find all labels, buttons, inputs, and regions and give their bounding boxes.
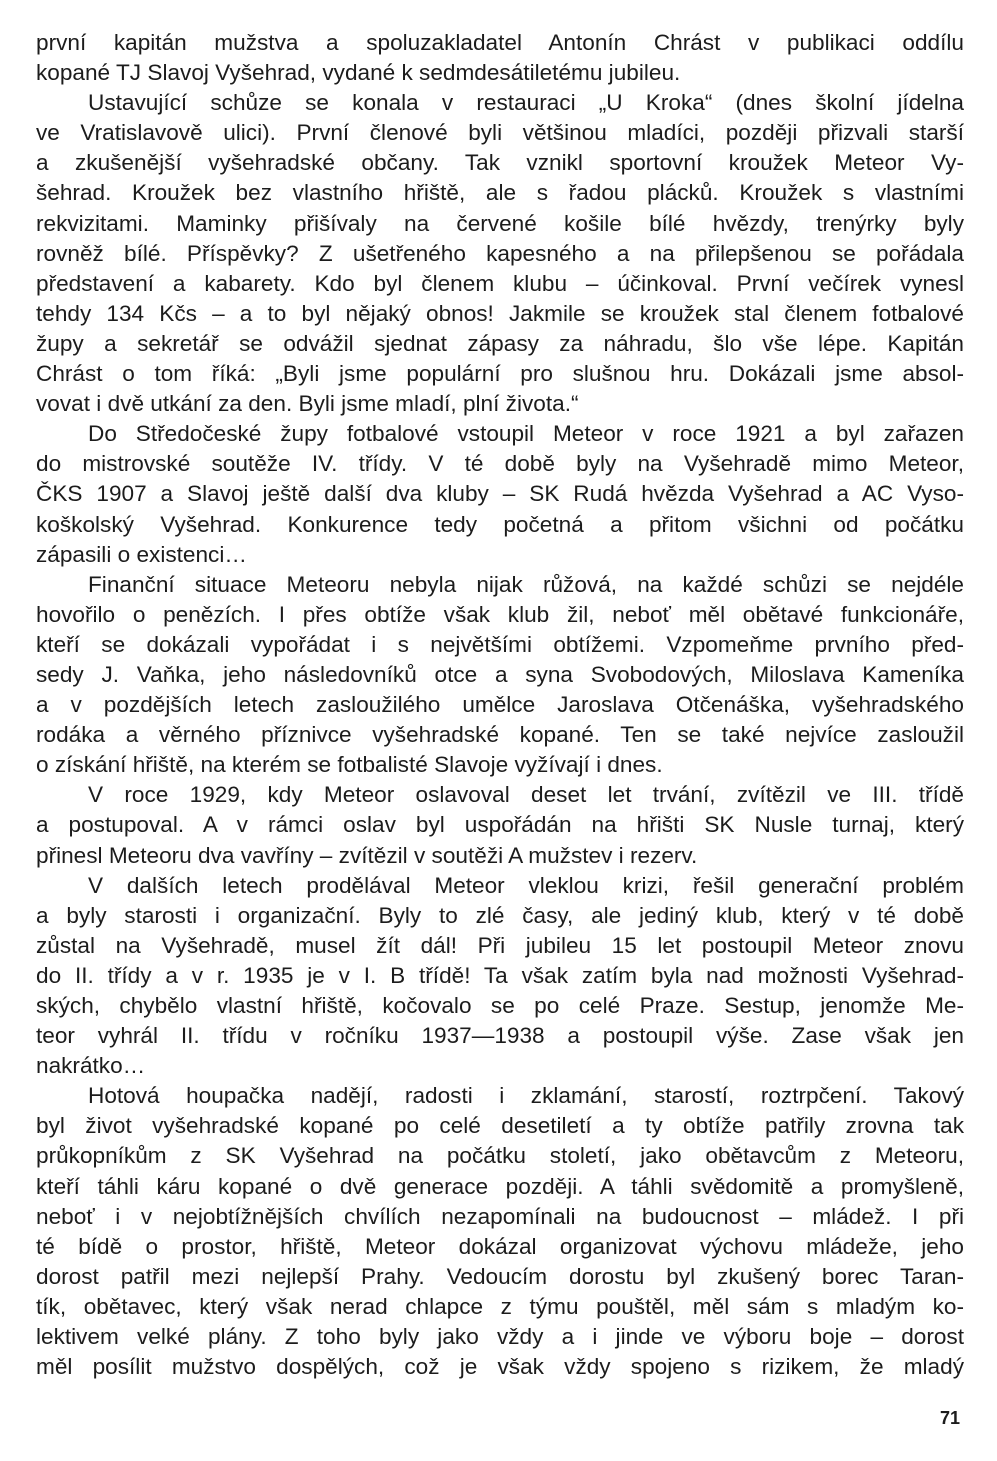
text-line: kteří táhli káru kopané o dvě generace později. A táhli svědomitě a promyšleně,: [36, 1173, 964, 1199]
paragraph: [36, 88, 964, 419]
text-line: tík, obětavec, který však nerad chlapce z týmu pouštěl, měl sám s mladým ko-: [36, 1293, 964, 1319]
text-line: Do Středočeské župy fotbalové vstoupil Meteor v roce 1921 a byl zařazen: [88, 421, 964, 447]
text-line: byl život vyšehradské kopané po celé desetiletí a ty obtíže patřily zrovna tak: [36, 1113, 964, 1139]
text-line: o získání hřiště, na kterém se fotbalisté Slavoje vyžívají i dnes.: [36, 752, 663, 778]
text-line: koškolský Vyšehrad. Konkurence tedy početná a přitom všichni od počátku: [36, 511, 964, 537]
text-line: teor vyhrál II. třídu v ročníku 1937—1938 a postoupil výše. Zase však jen: [36, 1023, 964, 1049]
text-line: ČKS 1907 a Slavoj ještě další dva kluby – SK Rudá hvězda Vyšehrad a AC Vyso-: [36, 481, 964, 507]
text-line: rodáka a věrného příznivce vyšehradské kopané. Ten se také nejvíce zasloužil: [36, 722, 964, 748]
text-line: přinesl Meteoru dva vavříny – zvítězil v soutěži A mužstev i rezerv.: [36, 842, 698, 868]
text-line: ve Vratislavově ulici). První členové byli většinou mladíci, později přizvali starší: [36, 120, 964, 146]
text-line: a zkušenější vyšehradské občany. Tak vznikl sportovní kroužek Meteor Vy-: [36, 150, 964, 176]
text-line: zápasili o existenci…: [36, 541, 247, 567]
paragraph: [36, 1081, 964, 1382]
text-line: nakrátko…: [36, 1053, 146, 1079]
paragraph: [36, 780, 964, 870]
text-line: dorost patřil mezi nejlepší Prahy. Vedoucím dorostu byl zkušený borec Taran-: [36, 1263, 964, 1289]
text-line: měl posílit mužstvo dospělých, což je však vždy spojeno s rizikem, že mladý: [36, 1354, 964, 1380]
text-line: a postupoval. A v rámci oslav byl uspořádán na hřišti SK Nusle turnaj, který: [36, 812, 964, 838]
page-number: 71: [940, 1408, 961, 1428]
paragraph: [36, 570, 964, 781]
text-line: župy a sekretář se odvážil sjednat zápasy za náhradu, šlo vše lépe. Kapitán: [36, 330, 964, 356]
text-line: první kapitán mužstva a spoluzakladatel Antonín Chrást v publikaci oddílu: [36, 30, 964, 55]
text-line: té bídě o prostor, hřiště, Meteor dokázal organizovat výchovu mládeže, jeho: [36, 1233, 964, 1259]
text-line: do II. třídy a v r. 1935 je v I. B třídě! Ta však zatím byla nad možnosti Vyšehrad-: [36, 962, 964, 988]
text-line: V roce 1929, kdy Meteor oslavoval deset let trvání, zvítězil ve III. třídě: [88, 782, 964, 808]
text-line: V dalších letech prodělával Meteor vleklou krizi, řešil generační problém: [88, 872, 964, 898]
text-line: Hotová houpačka nadějí, radosti i zklamání, starostí, roztrpčení. Takový: [88, 1083, 964, 1109]
text-line: představení a kabarety. Kdo byl členem klubu – účinkoval. První večírek vynesl: [36, 270, 964, 296]
text-line: neboť i v nejobtížnějších chvílích nezapomínali na budoucnost – mládež. I při: [36, 1203, 964, 1229]
text-line: a v pozdějších letech zasloužilého umělce Jaroslava Otčenáška, vyšehradského: [36, 692, 964, 718]
text-line: ských, chybělo vlastní hřiště, kočovalo se po celé Praze. Sestup, jenomže Me-: [36, 993, 964, 1018]
text-line: sedy J. Vaňka, jeho následovníků otce a syna Svobodových, Miloslava Kameníka: [36, 661, 964, 687]
text-line: Chrást o tom říká: „Byli jsme populární pro slušnou hru. Dokázali jsme absol-: [36, 361, 964, 387]
text-line: vovat i dvě utkání za den. Byli jsme mladí, plní života.“: [36, 391, 579, 417]
text-line: do mistrovské soutěže IV. třídy. V té době byly na Vyšehradě mimo Meteor,: [36, 451, 964, 477]
text-line: Ustavující schůze se konala v restauraci „U Kroka“ (dnes školní jídelna: [88, 90, 964, 116]
text-line: kteří se dokázali vypořádat i s největšími obtížemi. Vzpomeňme prvního před-: [36, 631, 964, 657]
text-line: šehrad. Kroužek bez vlastního hřiště, ale s řadou plácků. Kroužek s vlastními: [36, 180, 964, 206]
text-line: lektivem velké plány. Z toho byly jako vždy a i jinde ve výboru boje – dorost: [36, 1324, 964, 1350]
text-line: tehdy 134 Kčs – a to byl nějaký obnos! Jakmile se kroužek stal členem fotbalové: [36, 300, 964, 326]
text-page: [36, 28, 964, 1382]
text-line: Finanční situace Meteoru nebyla nijak růžová, na každé schůzi se nejdéle: [88, 571, 964, 597]
text-line: hovořilo o penězích. I přes obtíže však klub žil, neboť měl obětavé funkcionáře,: [36, 601, 964, 627]
text-line: a byly starosti i organizační. Byly to zlé časy, ale jediný klub, který v té době: [36, 902, 964, 928]
text-line: průkopníkům z SK Vyšehrad na počátku století, jako obětavcům z Meteoru,: [36, 1143, 964, 1169]
paragraph: [36, 28, 964, 88]
text-line: zůstal na Vyšehradě, musel žít dál! Při jubileu 15 let postoupil Meteor znovu: [36, 932, 964, 958]
text-line: rekvizitami. Maminky přišívaly na červené košile bílé hvězdy, trenýrky byly: [36, 210, 964, 236]
text-line: kopané TJ Slavoj Vyšehrad, vydané k sedmdesátiletému jubileu.: [36, 60, 681, 86]
paragraph: [36, 419, 964, 569]
paragraph: [36, 871, 964, 1082]
text-line: rovněž bílé. Příspěvky? Z ušetřeného kapesného a na přilepšenou se pořádala: [36, 240, 964, 266]
